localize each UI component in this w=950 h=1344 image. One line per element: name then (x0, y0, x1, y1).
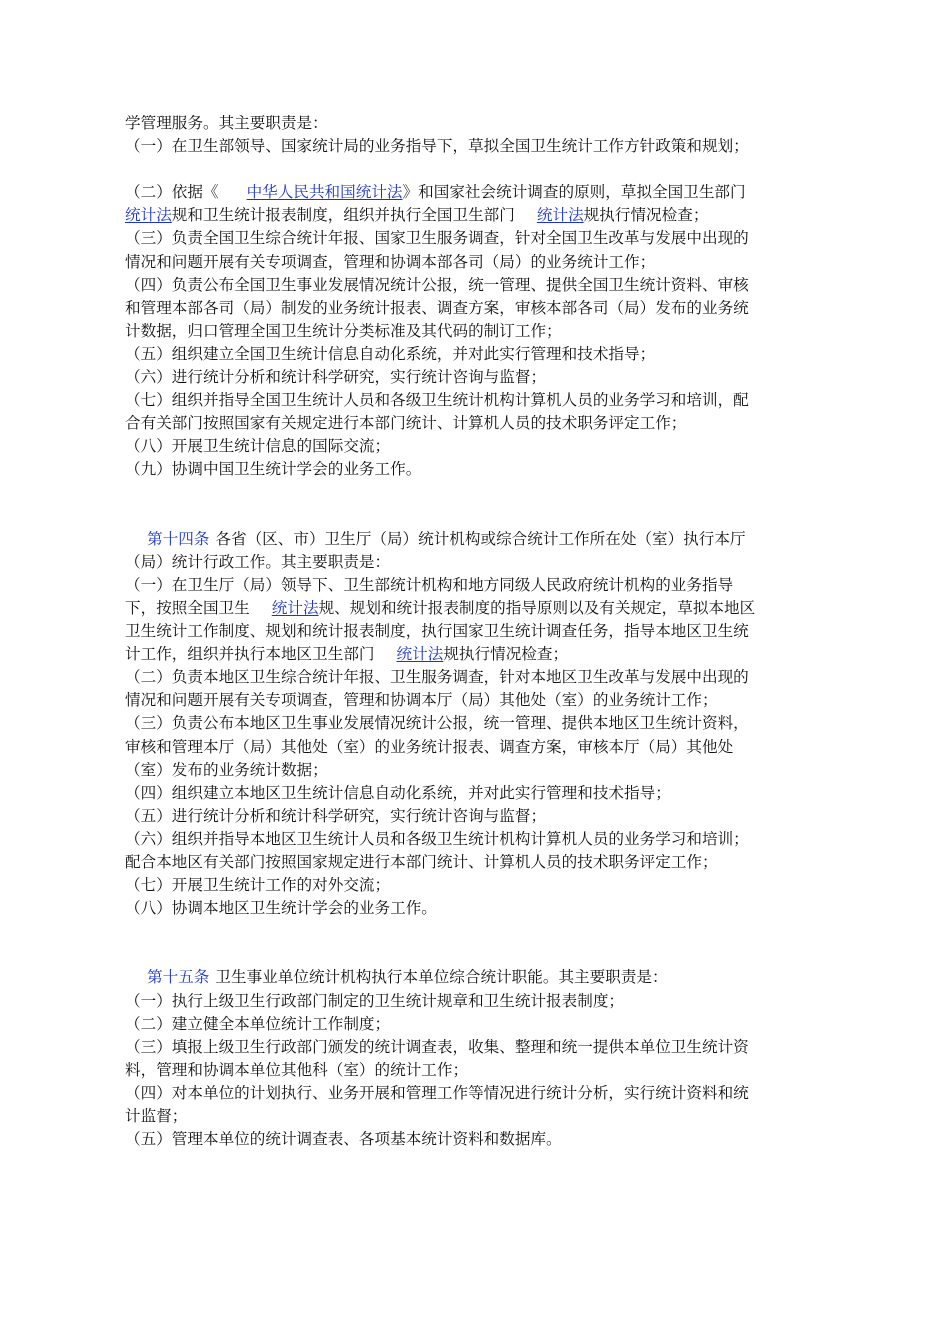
text-line: 统计法规和卫生统计报表制度，组织并执行全国卫生部门 统计法规执行情况检查； (125, 206, 709, 225)
article-title: 第十五条 (147, 968, 210, 987)
text-line: （六）进行统计分析和统计科学研究，实行统计咨询与监督； (125, 368, 547, 387)
text-line: （四）组织建立本地区卫生统计信息自动化系统，并对此实行管理和技术指导； (125, 783, 671, 802)
text-line: 第十五条 卫生事业单位统计机构执行本单位综合统计职能。其主要职责是： (147, 968, 668, 987)
text-line: （七）组织并指导全国卫生统计人员和各级卫生统计机构计算机人员的业务学习和培训，配 (125, 391, 749, 410)
article-14 (125, 528, 837, 921)
text-line: 计工作，组织并执行本地区卫生部门 统计法规执行情况检查； (125, 645, 569, 664)
statistics-law-link[interactable]: 统计法 (536, 206, 584, 225)
text-line: （四）负责公布全国卫生事业发展情况统计公报，统一管理、提供全国卫生统计资料、审核 (125, 275, 749, 294)
text-line: 计监督； (125, 1107, 188, 1126)
text-line: （七）开展卫生统计工作的对外交流； (125, 876, 391, 895)
text-line: 卫生统计工作制度、规划和统计报表制度，执行国家卫生统计调查任务，指导本地区卫生统 (125, 622, 749, 641)
text-line: 合有关部门按照国家有关规定进行本部门统计、计算机人员的技术职务评定工作； (125, 414, 687, 433)
text-line: （三）填报上级卫生行政部门颁发的统计调查表，收集、整理和统一提供本单位卫生统计资 (125, 1037, 749, 1056)
text-line: （三）负责公布本地区卫生事业发展情况统计公报，统一管理、提供本地区卫生统计资料， (125, 714, 749, 733)
statistics-law-link[interactable]: 中华人民共和国统计法 (246, 183, 403, 202)
statistics-law-link[interactable]: 统计法 (271, 598, 319, 617)
text-line: 第十四条 各省（区、市）卫生厅（局）统计机构或综合统计工作所在处（室）执行本厅 (147, 529, 746, 548)
text-line: （三）负责全国卫生综合统计年报、国家卫生服务调查，针对全国卫生改革与发展中出现的 (125, 229, 749, 248)
text-line: 料，管理和协调本单位其他科（室）的统计工作； (125, 1060, 469, 1079)
text-line: （局）统计行政工作。其主要职责是： (125, 552, 391, 571)
text-line: 情况和问题开展有关专项调查，管理和协调本部各司（局）的业务统计工作； (125, 252, 656, 271)
article-title: 第十四条 (147, 529, 210, 548)
text-line: （六）组织并指导本地区卫生统计人员和各级卫生统计机构计算机人员的业务学习和培训； (125, 829, 749, 848)
text-line: （八）协调本地区卫生统计学会的业务工作。 (125, 899, 437, 918)
text-line: （一）在卫生部领导、国家统计局的业务指导下，草拟全国卫生统计工作方针政策和规划； (125, 137, 749, 156)
text-line: （室）发布的业务统计数据； (125, 760, 328, 779)
text-line: 配合本地区有关部门按照国家规定进行本部门统计、计算机人员的技术职务评定工作； (125, 853, 718, 871)
statistics-law-link[interactable]: 统计法 (125, 206, 172, 225)
text-line: （四）对本单位的计划执行、业务开展和管理工作等情况进行统计分析，实行统计资料和统 (125, 1083, 749, 1102)
text-line: （二）依据《 中华人民共和国统计法》和国家社会统计调查的原则，草拟全国卫生部门 (125, 183, 746, 202)
text-line: （五）组织建立全国卫生统计信息自动化系统，并对此实行管理和技术指导； (125, 344, 656, 363)
text-line: 学管理服务。其主要职责是： (125, 114, 328, 132)
text-line: 情况和问题开展有关专项调查，管理和协调本厅（局）其他处（室）的业务统计工作； (125, 691, 718, 710)
text-line: 计数据，归口管理全国卫生统计分类标准及其代码的制订工作； (125, 321, 562, 340)
text-line: （二）负责本地区卫生综合统计年报、卫生服务调查，针对本地区卫生改革与发展中出现的 (125, 668, 749, 687)
text-line: （五）管理本单位的统计调查表、各项基本统计资料和数据库。 (125, 1130, 562, 1149)
text-line: （一）执行上级卫生行政部门制定的卫生统计规章和卫生统计报表制度； (125, 991, 625, 1010)
text-line: 和管理本部各司（局）制发的业务统计报表、调查方案，审核本部各司（局）发布的业务统 (125, 298, 749, 317)
text-line: （八）开展卫生统计信息的国际交流； (125, 437, 391, 456)
statistics-law-link[interactable]: 统计法 (396, 645, 444, 664)
intro-section (125, 112, 837, 482)
text-line: （五）进行统计分析和统计科学研究，实行统计咨询与监督； (125, 806, 547, 825)
text-line: （九）协调中国卫生统计学会的业务工作。 (125, 460, 422, 479)
text-line: （一）在卫生厅（局）领导下、卫生部统计机构和地方同级人民政府统计机构的业务指导 (125, 575, 734, 594)
article-15 (125, 966, 837, 1151)
text-line: 下，按照全国卫生 统计法规、规划和统计报表制度的指导原则以及有关规定，草拟本地区 (125, 598, 756, 617)
document-page (125, 112, 837, 1151)
text-line: 审核和管理本厅（局）其他处（室）的业务统计报表、调查方案，审核本厅（局）其他处 (125, 737, 734, 756)
text-line: （二）建立健全本单位统计工作制度； (125, 1014, 391, 1033)
